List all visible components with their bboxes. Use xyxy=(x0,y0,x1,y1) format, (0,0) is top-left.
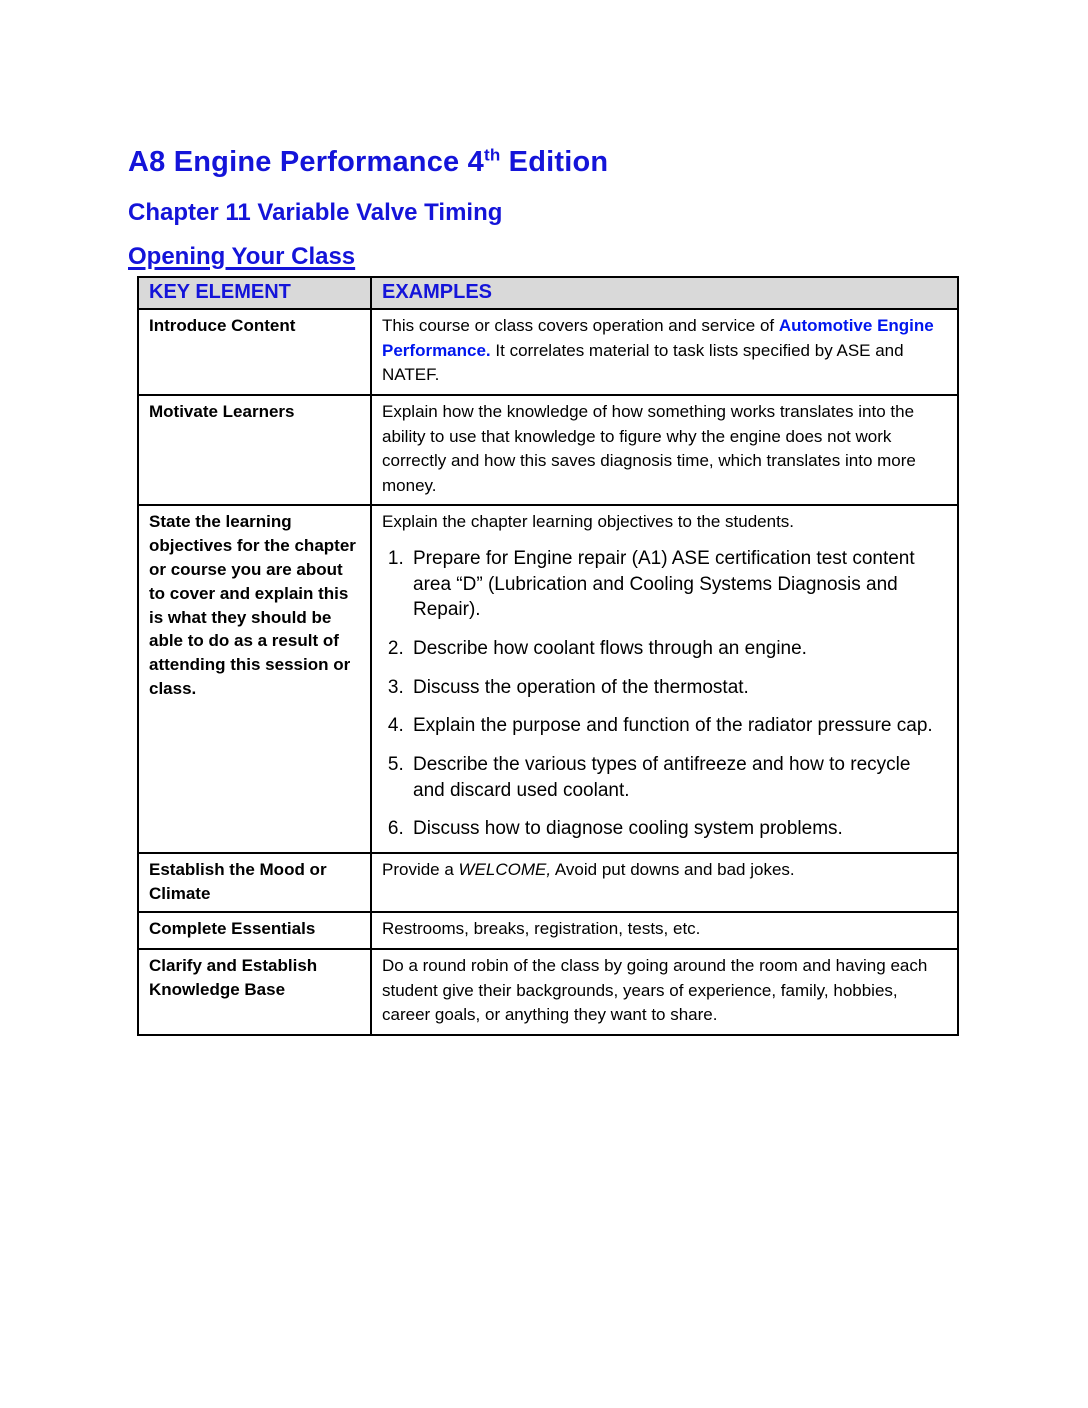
key-element-cell: Establish the Mood or Climate xyxy=(138,853,371,913)
key-element-cell: Complete Essentials xyxy=(138,912,371,949)
objective-item: 5. Describe the various types of antifreeze and how to recycle and discard used coolant. xyxy=(409,752,947,803)
text-segment: Avoid put downs and bad jokes. xyxy=(551,859,795,879)
table-row xyxy=(138,505,958,852)
document-page xyxy=(128,146,968,1036)
page-title xyxy=(128,146,968,179)
text-segment: Do a round robin of the class by going around the room and having each student give their backgrounds, years of experience, family, hobbies, career goals, or anything they want to share. xyxy=(382,956,928,1025)
page-title-main: A8 Engine Performance 4 xyxy=(128,146,484,178)
table-row xyxy=(138,949,958,1035)
text-segment: This course or class covers operation and service of xyxy=(382,316,779,335)
text-segment: Provide a xyxy=(382,859,459,879)
example-text xyxy=(382,956,927,1024)
key-element-cell: Clarify and Establish Knowledge Base xyxy=(138,949,371,1035)
key-element-table xyxy=(137,276,959,1036)
objective-item: 6. Discuss how to diagnose cooling system problems. xyxy=(409,816,947,842)
key-element-cell: Motivate Learners xyxy=(138,395,371,506)
example-cell xyxy=(371,395,958,506)
table-row xyxy=(138,395,958,506)
example-cell xyxy=(371,912,958,949)
text-segment: Explain how the knowledge of how something works translates into the ability to use that knowledge to figure why the engine does not work correctly and how this saves diagnosis time, which translates into more money. xyxy=(382,401,916,495)
objective-item: 1. Prepare for Engine repair (A1) ASE certification test content area “D” (Lubrication and Cooling Systems Diagnosis and Repair). xyxy=(409,546,947,623)
objective-item: 4. Explain the purpose and function of the radiator pressure cap. xyxy=(409,713,947,739)
table-header-row xyxy=(138,277,958,309)
example-cell xyxy=(371,505,958,852)
table-row xyxy=(138,912,958,949)
section-heading: Opening Your Class xyxy=(128,243,356,270)
example-text xyxy=(382,919,700,938)
text-segment: It correlates material to task lists specified by ASE and NATEF. xyxy=(382,340,904,385)
table-row xyxy=(138,853,958,913)
objective-item: 3. Discuss the operation of the thermostat. xyxy=(409,675,947,701)
column-header-examples: EXAMPLES xyxy=(371,277,958,309)
example-text xyxy=(382,860,795,879)
key-element-cell: Introduce Content xyxy=(138,309,371,395)
example-cell xyxy=(371,949,958,1035)
page-title-ordinal: th xyxy=(483,145,501,165)
learning-objectives-list xyxy=(382,546,947,842)
text-segment: Restrooms, breaks, registration, tests, etc. xyxy=(382,919,701,939)
text-segment: WELCOME, xyxy=(458,859,552,879)
example-cell xyxy=(371,853,958,913)
text-segment: Automotive Engine Performance. xyxy=(382,316,934,360)
page-title-tail: Edition xyxy=(500,146,609,178)
chapter-subtitle: Chapter 11 Variable Valve Timing xyxy=(128,199,503,226)
example-text xyxy=(382,512,794,531)
column-header-key-element: KEY ELEMENT xyxy=(138,277,371,309)
key-element-cell: State the learning objectives for the chapter or course you are about to cover and explain this is what they should be able to do as a result of attending this session or class. xyxy=(138,505,371,852)
example-cell xyxy=(371,309,958,395)
text-segment: Explain the chapter learning objectives to the students. xyxy=(382,512,795,532)
objective-item: 2. Describe how coolant flows through an engine. xyxy=(409,636,947,662)
example-text xyxy=(382,402,916,495)
example-text xyxy=(382,316,934,384)
table-row xyxy=(138,309,958,395)
